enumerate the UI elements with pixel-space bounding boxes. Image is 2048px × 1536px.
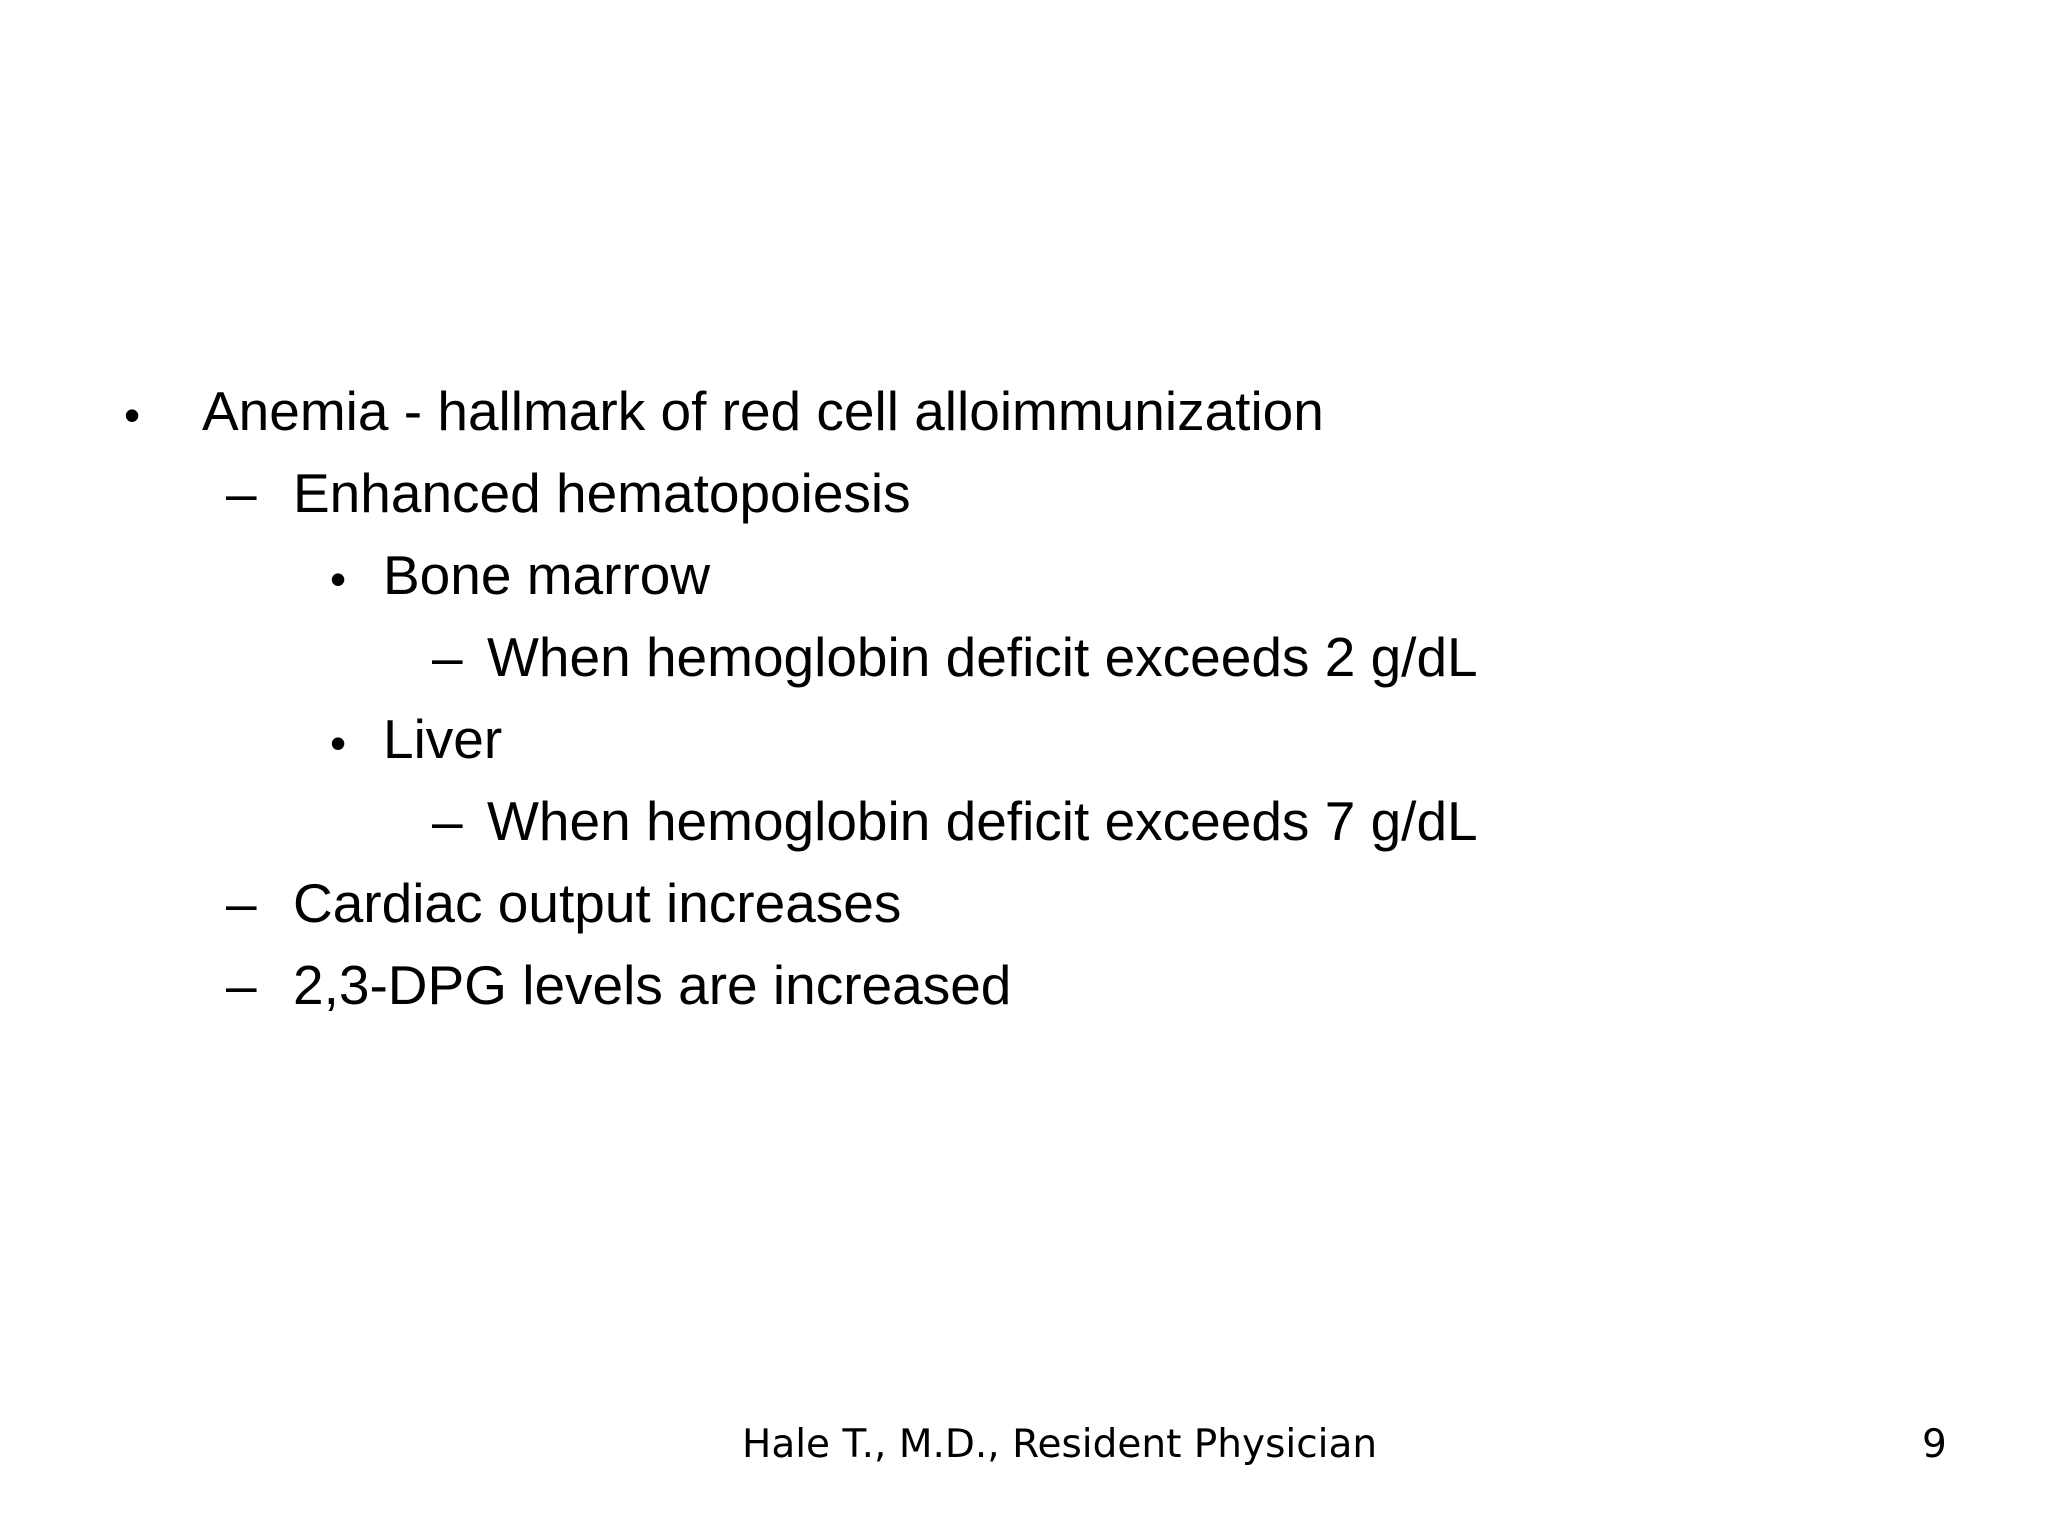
bullet-text: Liver xyxy=(383,708,503,770)
dash-marker: – xyxy=(432,790,463,852)
bullet-marker: • xyxy=(330,717,347,769)
bullet-text: Anemia - hallmark of red cell alloimmunization xyxy=(202,380,1324,442)
dash-marker: – xyxy=(226,954,257,1016)
bullet-text: 2,3-DPG levels are increased xyxy=(293,954,1012,1016)
dash-marker: – xyxy=(226,872,257,934)
bullet-marker: • xyxy=(124,389,141,441)
bullet-text: Enhanced hematopoiesis xyxy=(293,462,911,524)
bullet-text: Bone marrow xyxy=(383,544,711,606)
dash-marker: – xyxy=(432,626,463,688)
bullet-text: When hemoglobin deficit exceeds 7 g/dL xyxy=(487,790,1478,852)
dash-marker: – xyxy=(226,462,257,524)
footer-author: Hale T., M.D., Resident Physician xyxy=(742,1422,1378,1467)
bullet-text: When hemoglobin deficit exceeds 2 g/dL xyxy=(487,626,1478,688)
bullet-text: Cardiac output increases xyxy=(293,872,902,934)
page-number: 9 xyxy=(1922,1422,1947,1467)
bullet-marker: • xyxy=(330,553,347,605)
